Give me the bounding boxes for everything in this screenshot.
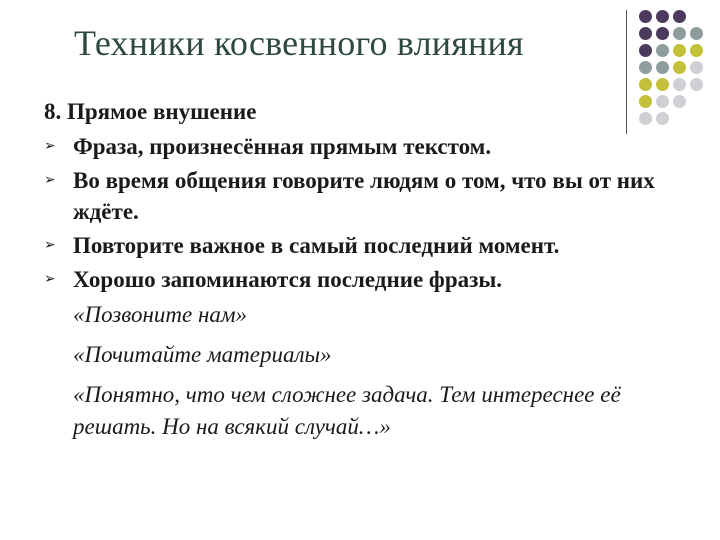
decorative-dot: [656, 10, 669, 23]
section-heading: 8. Прямое внушение: [44, 99, 257, 124]
example-quote: «Понятно, что чем сложнее задача. Тем интереснее её решать. Но на всякий случай…»: [73, 382, 621, 439]
example-quote: «Позвоните нам»: [73, 302, 248, 327]
decorative-dot: [673, 10, 686, 23]
slide-title: Техники косвенного влияния: [74, 23, 524, 63]
decorative-dot: [673, 61, 686, 74]
bullet-item: [44, 131, 704, 162]
example-quote: «Почитайте материалы»: [73, 342, 332, 367]
arrow-bullet-icon: ➢: [44, 138, 56, 154]
bullet-item: [44, 230, 704, 261]
decorative-dot: [639, 27, 652, 40]
decorative-dot: [656, 44, 669, 57]
decorative-dot: [639, 44, 652, 57]
decorative-dot: [690, 44, 703, 57]
decorative-dot: [690, 78, 703, 91]
slide-body: [44, 96, 704, 443]
decorative-dot: [673, 44, 686, 57]
decorative-dot: [690, 61, 703, 74]
decorative-dot: [639, 61, 652, 74]
decorative-dot: [673, 78, 686, 91]
bullet-text: Фраза, произнесённая прямым текстом.: [73, 134, 492, 159]
decorative-dot: [639, 10, 652, 23]
arrow-bullet-icon: ➢: [44, 271, 56, 287]
decorative-dot: [656, 27, 669, 40]
decorative-dot: [656, 61, 669, 74]
decorative-dot: [673, 27, 686, 40]
bullet-text: Хорошо запоминаются последние фразы.: [73, 267, 503, 292]
bullet-text: Повторите важное в самый последний момент.: [73, 233, 560, 258]
arrow-bullet-icon: ➢: [44, 237, 56, 253]
decorative-dot: [656, 78, 669, 91]
bullet-item: [44, 165, 704, 227]
decorative-dot: [690, 27, 703, 40]
bullet-text: Во время общения говорите людям о том, что вы от них ждёте.: [73, 168, 655, 224]
decorative-dot: [639, 78, 652, 91]
arrow-bullet-icon: ➢: [44, 172, 56, 188]
bullet-item: [44, 264, 704, 295]
